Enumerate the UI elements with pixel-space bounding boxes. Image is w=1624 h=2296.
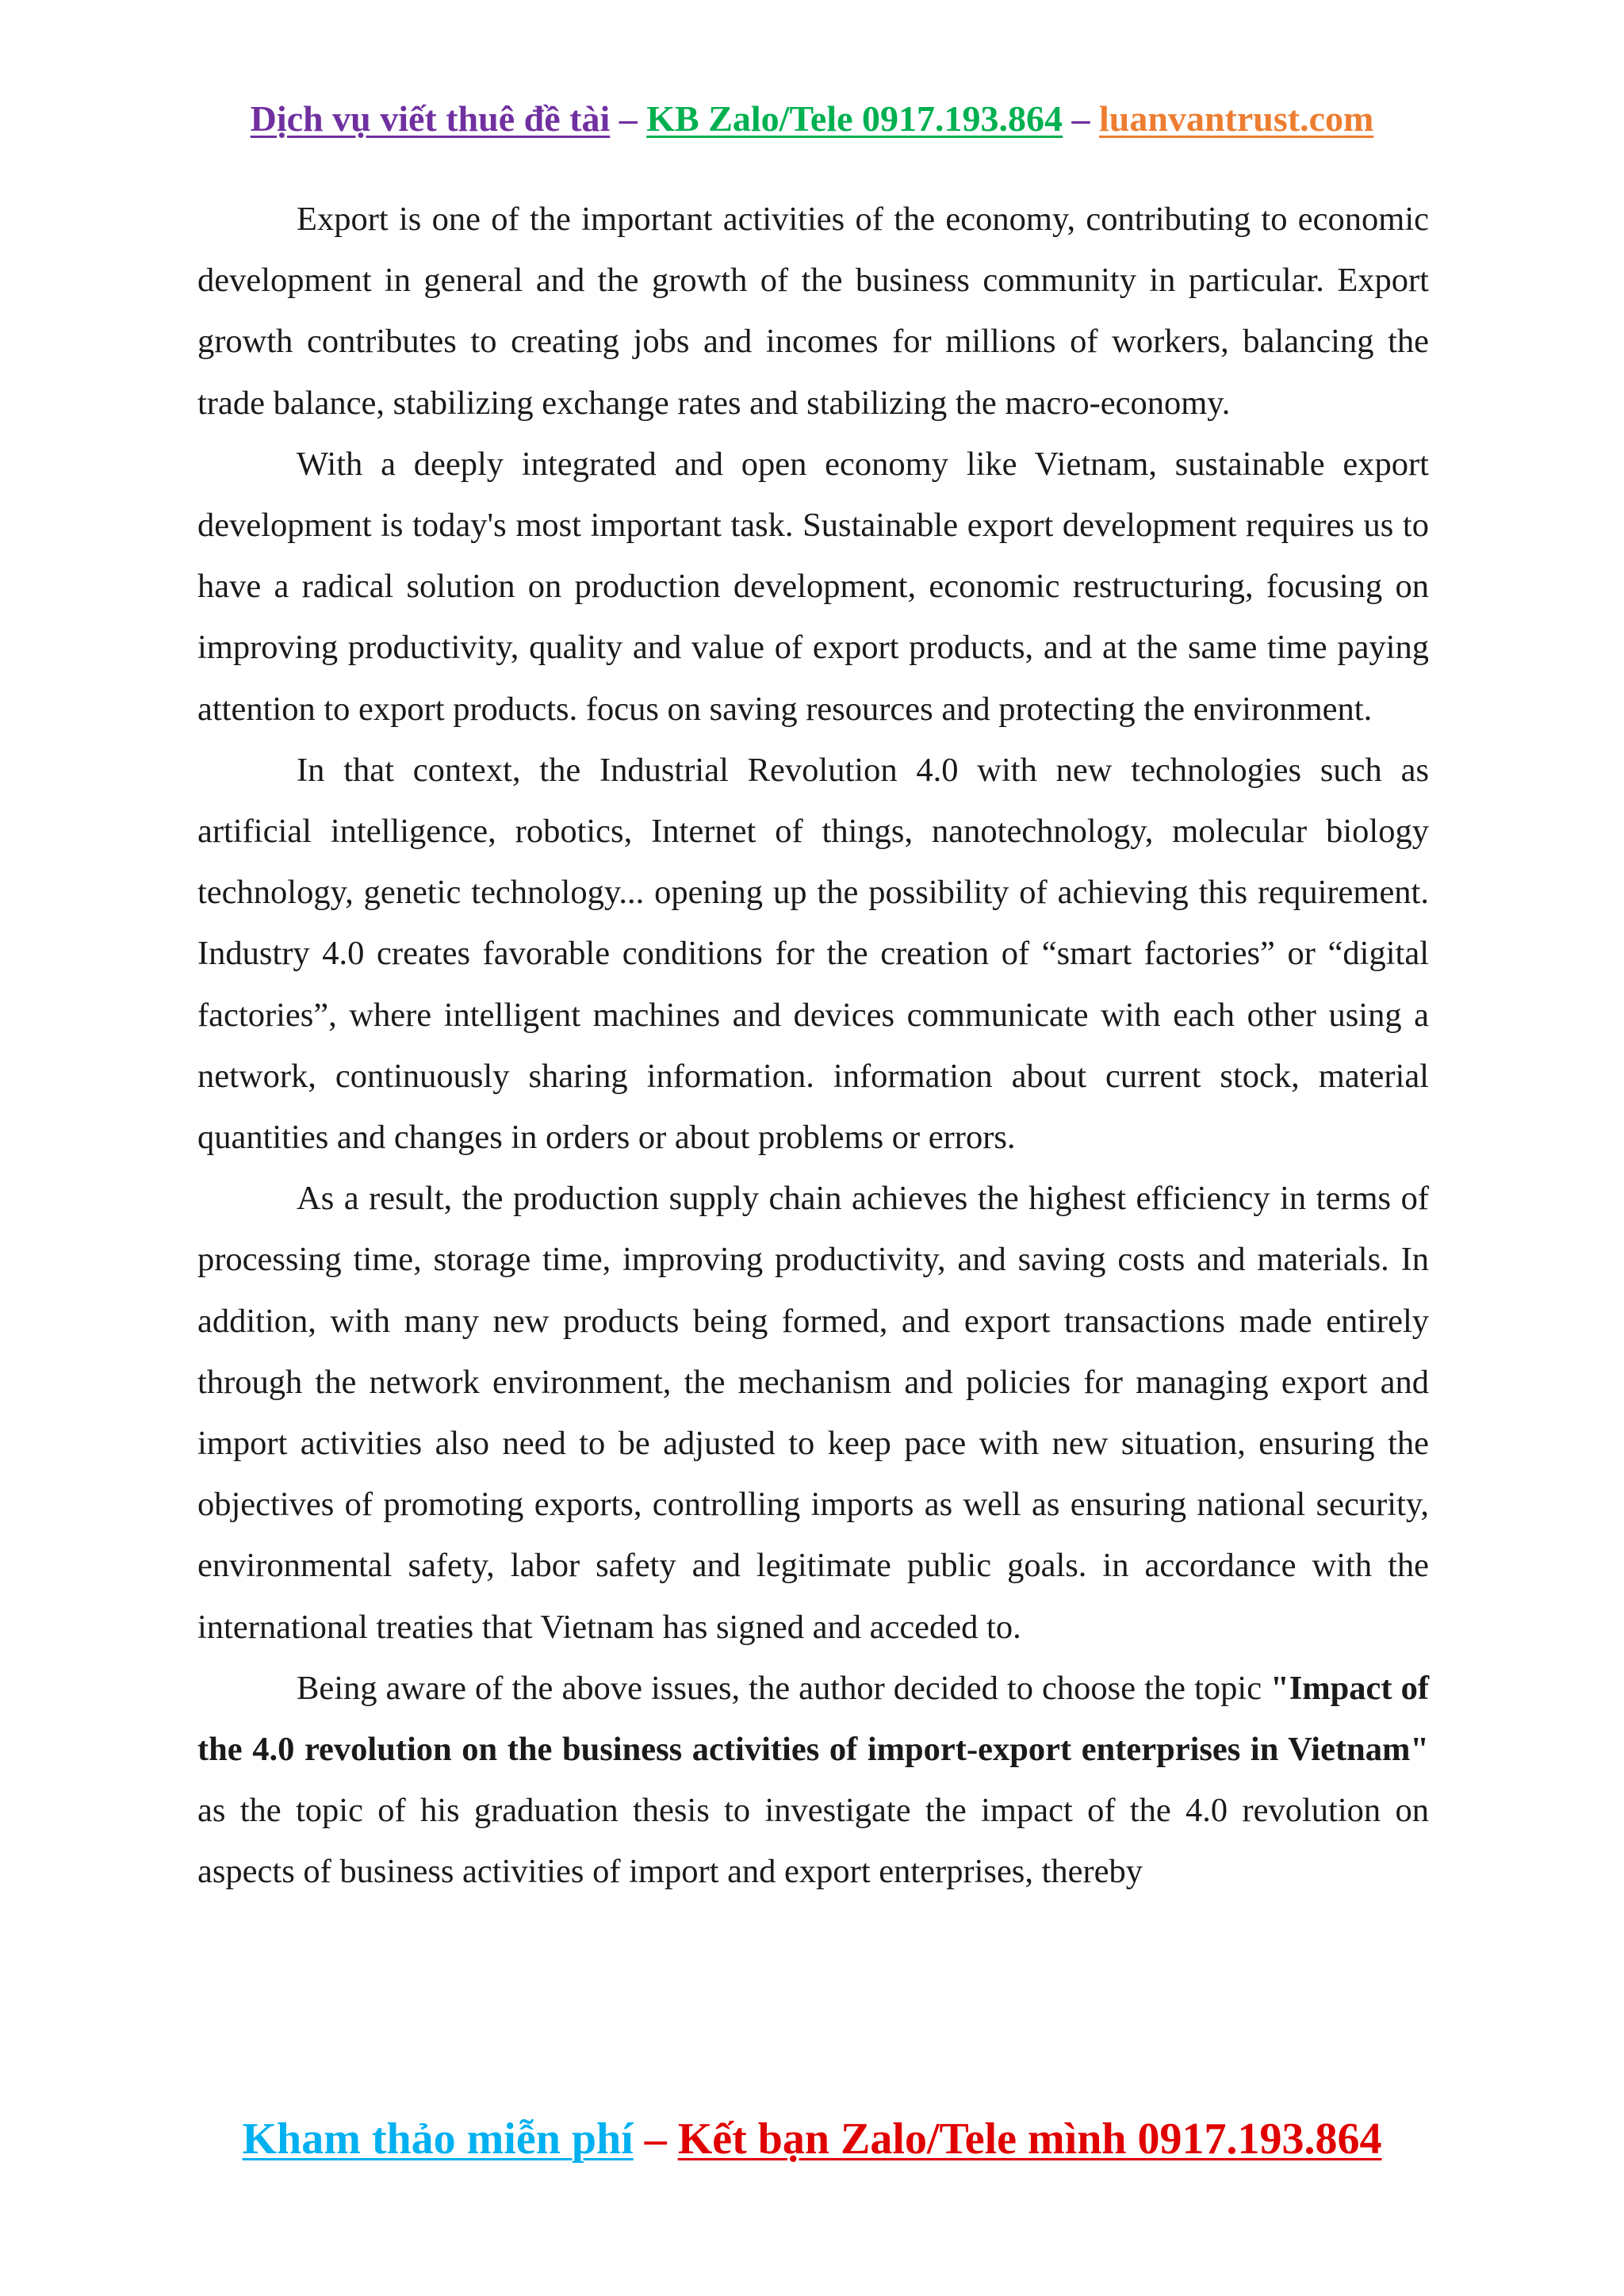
paragraph: Export is one of the important activities of the economy, contributing to economic development in general and the growth of the business community in particular. Export growth contributes to creating jobs and incomes for millions of workers, balancing the trade balance, stabilizing exchange rates and stabilizing the macro-economy. [197,201,1429,422]
thesis-topic-title: "Impact of the 4.0 revolution on the business activities of import-export enterprises in Vietnam" [197,1669,1429,1769]
add-friend-link[interactable]: Kết bạn Zalo/Tele mình 0917.193.864 [677,2114,1382,2164]
website-link[interactable]: luanvantrust.com [1099,98,1374,139]
service-link[interactable]: Dịch vụ viết thuê đề tài [250,98,611,139]
page-footer [0,2107,1624,2171]
paragraph: In that context, the Industrial Revolution 4.0 with new technologies such as artificial intelligence, robotics, Internet of things, nanotechnology, molecular biology technology, genetic technology... opening up the possibility of achieving this requirement. Industry 4.0 creates favorable conditions for the creation of “smart factories” or “digital factories”, where intelligent machines and devices communicate with each other using a network, continuously sharing information. information about current stock, material quantities and changes in orders or about problems or errors. [197,751,1429,1157]
paragraph [197,1658,1429,1903]
header-separator: – [610,98,647,139]
paragraph-text: as the topic of his graduation thesis to investigate the impact of the 4.0 revolution on aspects of business activities of import and export enterprises, thereby [197,1792,1429,1891]
zalo-contact-link[interactable]: KB Zalo/Tele 0917.193.864 [646,98,1063,139]
page-header [0,94,1624,144]
paragraph: With a deeply integrated and open economy like Vietnam, sustainable export development is today's most important task. Sustainable export development requires us to have a radical solution on production development, economic restructuring, focusing on improving productivity, quality and value of export products, and at the same time paying attention to export products. focus on saving resources and protecting the environment. [197,445,1429,728]
free-reference-link[interactable]: Kham thảo miễn phí [242,2114,634,2164]
paragraph-text: Being aware of the above issues, the author decided to choose the topic [297,1669,1271,1707]
footer-separator: – [633,2114,678,2164]
header-separator: – [1063,98,1100,139]
document-body [197,189,1429,1903]
paragraph: As a result, the production supply chain achieves the highest efficiency in terms of processing time, storage time, improving productivity, and saving costs and materials. In addition, with many new products being formed, and export transactions made entirely through the network environment, the mechanism and policies for managing export and import activities also need to be adjusted to keep pace with new situation, ensuring the objectives of promoting exports, controlling imports as well as ensuring national security, environmental safety, labor safety and legitimate public goals. in accordance with the international treaties that Vietnam has signed and acceded to. [197,1180,1429,1646]
